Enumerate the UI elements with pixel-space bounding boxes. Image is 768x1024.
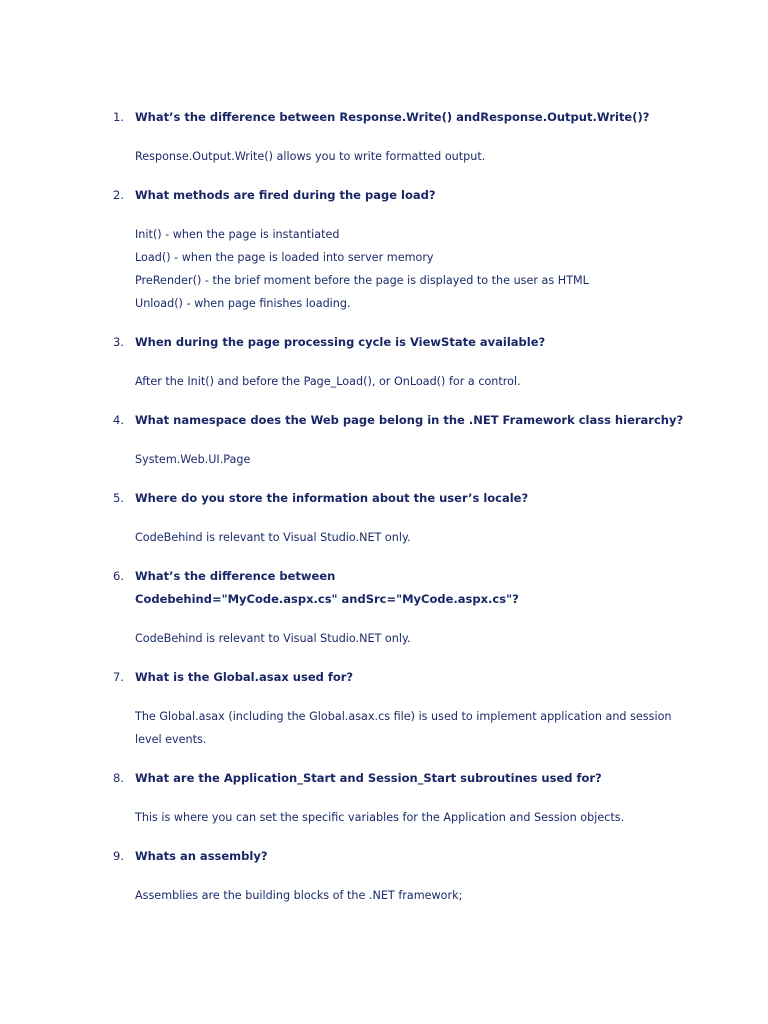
qa-item-2 <box>0 184 768 315</box>
answer-block <box>135 448 685 471</box>
question-text: When during the page processing cycle is ViewState available? <box>135 335 546 349</box>
qa-item-5 <box>0 487 768 549</box>
qa-item-9 <box>0 845 768 907</box>
qa-item-8 <box>0 767 768 829</box>
question-text: What namespace does the Web page belong in the .NET Framework class hierarchy? <box>135 413 684 427</box>
answer-line: PreRender() - the brief moment before the page is displayed to the user as HTML <box>135 274 589 287</box>
qa-item-4 <box>0 409 768 471</box>
question-text: Whats an assembly? <box>135 849 268 863</box>
answer-line: This is where you can set the specific variables for the Application and Session objects. <box>135 811 625 824</box>
question-number: 4. <box>113 413 124 427</box>
question-number: 8. <box>113 771 124 785</box>
question-number: 1. <box>113 110 124 124</box>
answer-line: CodeBehind is relevant to Visual Studio.NET only. <box>135 632 411 645</box>
answer-line: After the Init() and before the Page_Load(), or OnLoad() for a control. <box>135 375 521 388</box>
answer-block <box>135 526 685 549</box>
answer-line: Unload() - when page finishes loading. <box>135 297 351 310</box>
qa-item-3 <box>0 331 768 393</box>
question-text: Where do you store the information about the user’s locale? <box>135 491 529 505</box>
answer-block <box>135 223 685 315</box>
answer-block <box>135 370 685 393</box>
answer-line: Init() - when the page is instantiated <box>135 228 340 241</box>
question-text: What are the Application_Start and Session_Start subroutines used for? <box>135 771 602 785</box>
answer-block <box>135 627 685 650</box>
question-number: 2. <box>113 188 124 202</box>
question-number: 7. <box>113 670 124 684</box>
question-text: What is the Global.asax used for? <box>135 670 354 684</box>
question-number: 3. <box>113 335 124 349</box>
answer-line: The Global.asax (including the Global.asax.cs file) is used to implement application and session level events. <box>135 710 672 746</box>
answer-block <box>135 884 685 907</box>
question-number: 9. <box>113 849 124 863</box>
question-list <box>0 106 768 923</box>
answer-line: Response.Output.Write() allows you to write formatted output. <box>135 150 486 163</box>
question-text: What’s the difference between Response.Write() andResponse.Output.Write()? <box>135 110 650 124</box>
question-text: What’s the difference between Codebehind="MyCode.aspx.cs" andSrc="MyCode.aspx.cs"? <box>135 569 519 606</box>
answer-block <box>135 806 685 829</box>
answer-line: Load() - when the page is loaded into server memory <box>135 251 434 264</box>
answer-block <box>135 145 685 168</box>
answer-line: CodeBehind is relevant to Visual Studio.NET only. <box>135 531 411 544</box>
qa-item-7 <box>0 666 768 751</box>
answer-block <box>135 705 685 751</box>
question-number: 5. <box>113 491 124 505</box>
qa-item-1 <box>0 106 768 168</box>
answer-line: Assemblies are the building blocks of the .NET framework; <box>135 889 463 902</box>
answer-line: System.Web.UI.Page <box>135 453 251 466</box>
qa-item-6 <box>0 565 768 650</box>
question-number: 6. <box>113 569 124 583</box>
question-text: What methods are fired during the page load? <box>135 188 436 202</box>
